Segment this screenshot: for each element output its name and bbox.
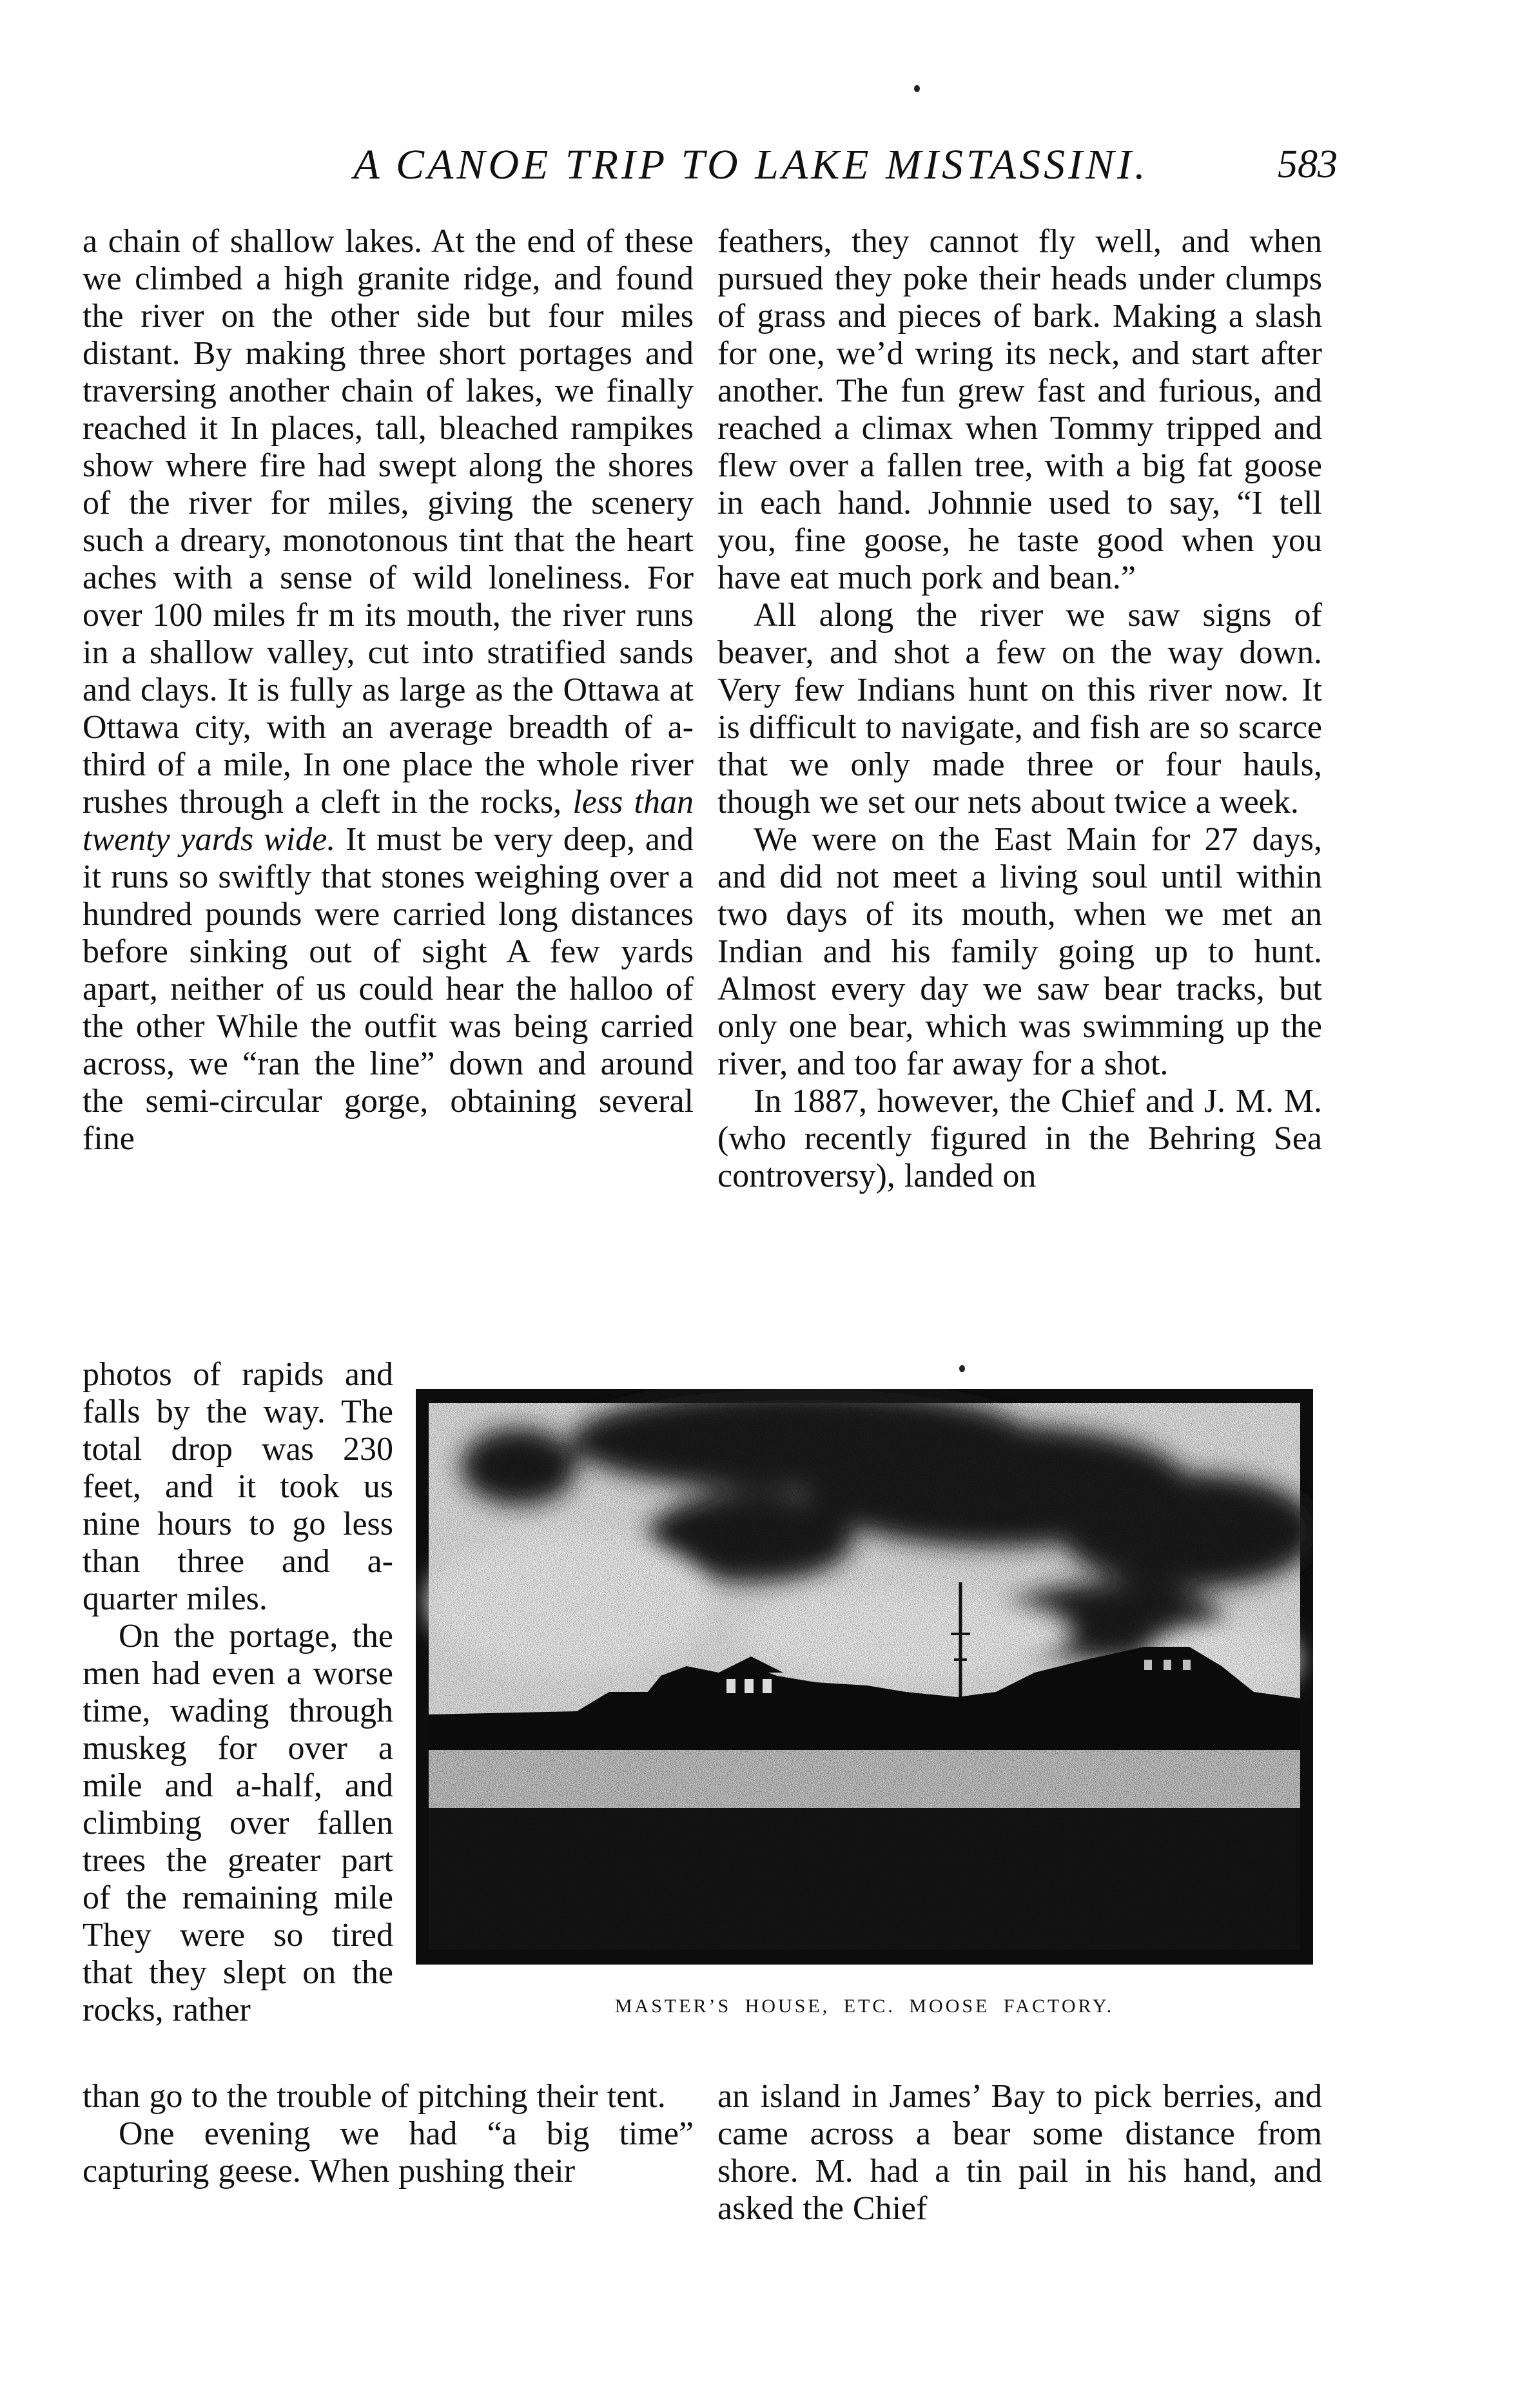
paragraph: On the portage, the men had even a worse time, wading through muskeg for over a mile and a-half, and climbing over fallen trees the greater part of the remaining mile They were so tired that they slept on the rocks, rather [83, 1618, 393, 2028]
paragraph: We were on the East Main for 27 days, and did not meet a living soul until within two days of its mouth, when we met an Indian and his family going up to hunt. Almost every day we saw bear tracks, but only one bear, which was swimming up the river, and too far away for a shot. [717, 821, 1322, 1082]
paragraph [83, 223, 694, 1158]
right-column-bottom [717, 2078, 1322, 2228]
paragraph-text: a chain of shallow lakes. At the end of these we climbed a high granite ridge, and found the river on the other side but four miles distant. By making three short portages and traversing another chain of lakes, we finally reached it In places, tall, bleached rampikes show where fire had swept along the shores of the river for miles, giving the scenery such a dreary, monotonous tint that the heart aches with a sense of wild loneliness. For over 100 miles fr m its mouth, the river runs in a shallow valley, cut into stratified sands and clays. It is fully as large as the Ottawa at Ottawa city, with an average breadth of a-third of a mile, In one place the whole river rushes through a cleft in the rocks, [83, 223, 694, 820]
running-title: A CANOE TRIP TO LAKE MISTASSINI. [353, 141, 1149, 188]
italic-phrase: less than twenty yards wide. [83, 784, 694, 858]
photograph-illustration [416, 1389, 1313, 1965]
print-speck [914, 85, 920, 92]
paragraph: All along the river we saw signs of beaver, and shot a few on the way down. Very few Indians hunt on this river now. It is difficult to navigate, and fish are so scarce that we only made three or four hauls, though we set our nets about twice a week. [717, 597, 1322, 820]
paragraph: than go to the trouble of pitching their tent. [83, 2078, 666, 2115]
right-column-top [717, 223, 1322, 1195]
paragraph: In 1887, however, the Chief and J. M. M. (who recently figured in the Behring Sea controversy), landed on [717, 1083, 1322, 1194]
paragraph: an island in James’ Bay to pick berries, and came across a bear some distance from shore. M. had a tin pail in his hand, and asked the Chief [717, 2078, 1322, 2227]
paragraph: photos of rapids and falls by the way. The total drop was 230 feet, and it took us nine hours to go less than three and a-quarter miles. [83, 1356, 393, 1617]
print-speck [959, 1365, 965, 1372]
left-column-top [83, 223, 694, 1158]
left-column-beside-figure [83, 1356, 393, 2029]
paragraph-text: It must be very deep, and it runs so swiftly that stones weighing over a hundred pounds were carried long distances before sinking out of sight A few yards apart, neither of us could hear the halloo of the other While the outfit was being carried across, we “ran the line” down and around the semi-circular gorge, obtaining several fine [83, 821, 694, 1157]
page-number: 583 [1278, 142, 1338, 186]
moose-factory-photograph [416, 1389, 1313, 1965]
paragraph: feathers, they cannot fly well, and when pursued they poke their heads under clumps of grass and pieces of bark. Making a slash for one, we’d wring its neck, and start after another. The fun grew fast and furious, and reached a climax when Tommy tripped and flew over a fallen tree, with a big fat goose in each hand. Johnnie used to say, “I tell you, fine goose, he taste good when you have eat much pork and bean.” [717, 223, 1322, 596]
figure-caption: MASTER’S HOUSE, ETC. MOOSE FACTORY. [614, 1995, 1115, 2017]
left-column-bottom [83, 2078, 694, 2190]
paragraph: One evening we had “a big time” capturing geese. When pushing their [83, 2115, 694, 2190]
